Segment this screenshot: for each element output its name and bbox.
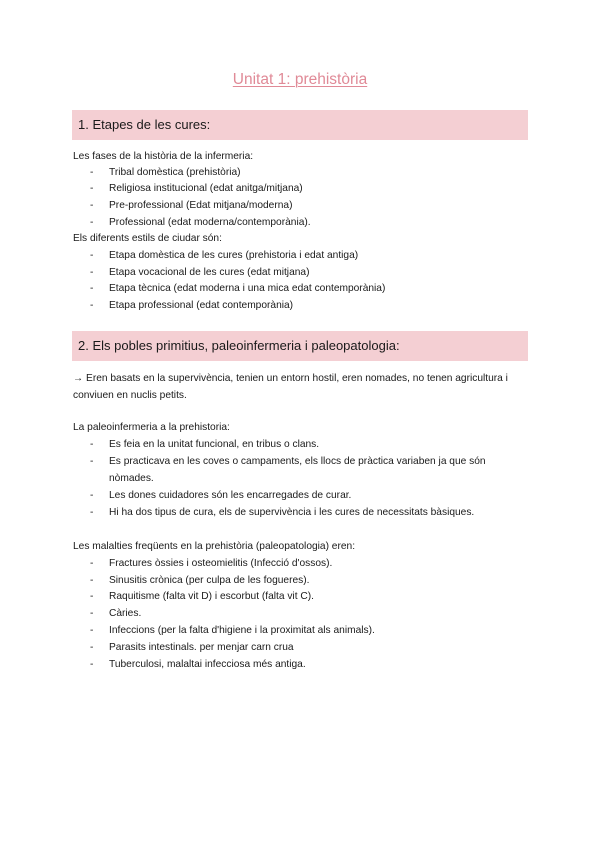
list-item: Hi ha dos tipus de cura, els de supervivència i les cures de necessitats bàsiques. (109, 507, 475, 518)
bullet-dash: - (90, 167, 94, 178)
bullet-dash: - (90, 507, 94, 518)
bullet-dash: - (90, 250, 94, 261)
bullet-dash: - (90, 625, 94, 636)
bullet-dash: - (90, 283, 94, 294)
bullet-dash: - (90, 267, 94, 278)
bullet-dash: - (90, 200, 94, 211)
page-title: Unitat 1: prehistòria (232, 71, 368, 88)
list-item: Sinusitis crònica (per culpa de les fogueres). (109, 575, 310, 586)
list-item: Raquitisme (falta vit D) i escorbut (falta vit C). (109, 591, 314, 602)
bullet-dash: - (90, 591, 94, 602)
list-item: Etapa domèstica de les cures (prehistoria i edat antiga) (109, 250, 359, 261)
section-heading-1: 1. Etapes de les cures: (72, 110, 528, 140)
list-item: Parasits intestinals. per menjar carn crua (109, 642, 294, 653)
section-heading-2: 2. Els pobles primitius, paleoinfermeria i paleopatologia: (72, 331, 528, 361)
bullet-dash: - (90, 659, 94, 670)
section1-intro-estils: Els diferents estils de ciudar són: (73, 233, 222, 244)
list-item: Professional (edat moderna/contemporània). (109, 217, 311, 228)
list-item: Infeccions (per la falta d'higiene i la proximitat als animals). (109, 625, 375, 636)
list-item: Religiosa institucional (edat anitga/mitjana) (109, 183, 303, 194)
bullet-dash: - (90, 642, 94, 653)
section2-intro-paleoinfermeria: La paleoinfermeria a la prehistoria: (73, 422, 230, 433)
bullet-dash: - (90, 439, 94, 450)
arrow-paragraph: → Eren basats en la supervivència, tenien un entorn hostil, eren nomades, no tenen agricultura i conviuen en nuclis petits. (73, 373, 508, 401)
list-item: Etapa professional (edat contemporània) (109, 300, 294, 311)
list-item: Etapa vocacional de les cures (edat mitjana) (109, 267, 310, 278)
bullet-dash: - (90, 575, 94, 586)
bullet-dash: - (90, 217, 94, 228)
list-item: Fractures òssies i osteomielitis (Infecció d'ossos). (109, 558, 333, 569)
bullet-dash: - (90, 490, 94, 501)
list-item: Pre-professional (Edat mitjana/moderna) (109, 200, 293, 211)
list-item: Es feia en la unitat funcional, en tribus o clans. (109, 439, 320, 450)
list-item: Càries. (109, 608, 142, 619)
section1-intro-fases: Les fases de la història de la infermeria: (73, 151, 254, 162)
bullet-dash: - (90, 558, 94, 569)
bullet-dash: - (90, 300, 94, 311)
list-item: Tribal domèstica (prehistòria) (109, 167, 241, 178)
list-item: Tuberculosi, malaltai infecciosa més antiga. (109, 659, 306, 670)
bullet-dash: - (90, 608, 94, 619)
list-item: Es practicava en les coves o campaments, els llocs de pràctica variaben ja que són nòmades. (109, 456, 486, 484)
bullet-dash: - (90, 183, 94, 194)
list-item: Etapa tècnica (edat moderna i una mica edat contemporània) (109, 283, 386, 294)
list-item: Les dones cuidadores són les encarregades de curar. (109, 490, 352, 501)
section2-intro-malalties: Les malalties freqüents en la prehistòria (paleopatologia) eren: (73, 541, 356, 552)
bullet-dash: - (90, 456, 94, 467)
